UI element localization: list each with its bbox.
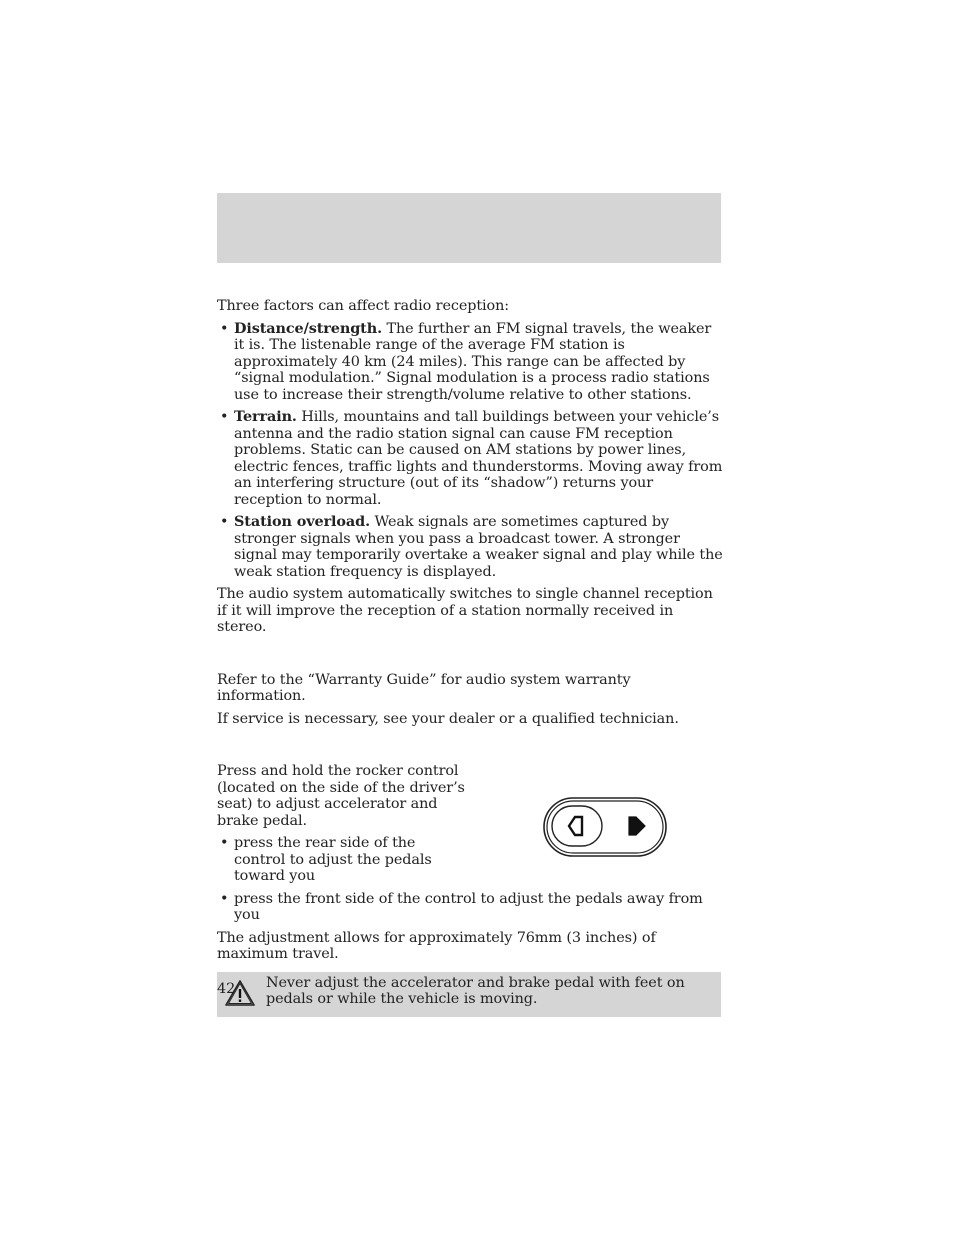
factor-term: Station overload. xyxy=(234,513,371,530)
pedal-bullets-top xyxy=(217,835,467,885)
factor-term: Distance/strength. xyxy=(234,319,382,337)
warning-box xyxy=(217,972,721,1017)
pedal-travel-note: The adjustment allows for approximately 76mm (3 inches) of maximum travel. xyxy=(217,929,656,962)
page-number: 42 xyxy=(217,981,236,997)
rocker-switch-icon xyxy=(543,797,667,857)
service-note: If service is necessary, see your dealer or a qualified technician. xyxy=(217,710,679,727)
factor-text: Hills, mountains and tall buildings between your vehicle’s antenna and the radio station signal can cause FM reception problems. Static can be caused on AM stations by power lines, electric fences, traffic lights and thunderstorms. Moving away from an interfering structure (out of its “shadow”) returns your reception to normal. xyxy=(234,409,723,508)
page-content xyxy=(217,298,723,1017)
factor-text: Weak signals are sometimes captured by stronger signals when you pass a broadcast tower. A stronger signal may temporarily overtake a weaker signal and play while the weak station frequency is displayed. xyxy=(234,514,723,580)
warranty-guide-note: Refer to the “Warranty Guide” for audio system warranty information. xyxy=(217,671,631,704)
reception-intro: Three factors can affect radio reception: xyxy=(217,298,510,314)
reception-factors-list xyxy=(217,321,723,581)
section-header-band xyxy=(217,193,721,263)
list-item: • press the front side of the control to adjust the pedals away from you xyxy=(217,891,723,924)
factor-term: Terrain. xyxy=(234,408,297,425)
list-item xyxy=(217,321,723,404)
list-item xyxy=(217,409,723,508)
pedal-adjust-section xyxy=(217,763,723,885)
mono-reception-note: The audio system automatically switches to single channel reception if it will improve the reception of a station normally received in stereo. xyxy=(217,586,713,635)
pedal-intro: Press and hold the rocker control (located on the side of the driver’s seat) to adjust accelerator and brake pedal. xyxy=(217,763,465,829)
pedal-bullets-bottom xyxy=(217,891,723,924)
warning-text: Never adjust the accelerator and brake pedal with feet on pedals or while the vehicle is moving. xyxy=(266,974,685,1007)
factor-text: The further an FM signal travels, the weaker it is. The listenable range of the average FM station is approximately 40 km (24 miles). This range can be affected by “signal modulation.” Signal modulation is a process radio stations use to increase their strength/volume relative to other stations. xyxy=(234,320,712,403)
list-item: • press the rear side of the control to adjust the pedals toward you xyxy=(217,835,467,885)
list-item xyxy=(217,514,723,580)
